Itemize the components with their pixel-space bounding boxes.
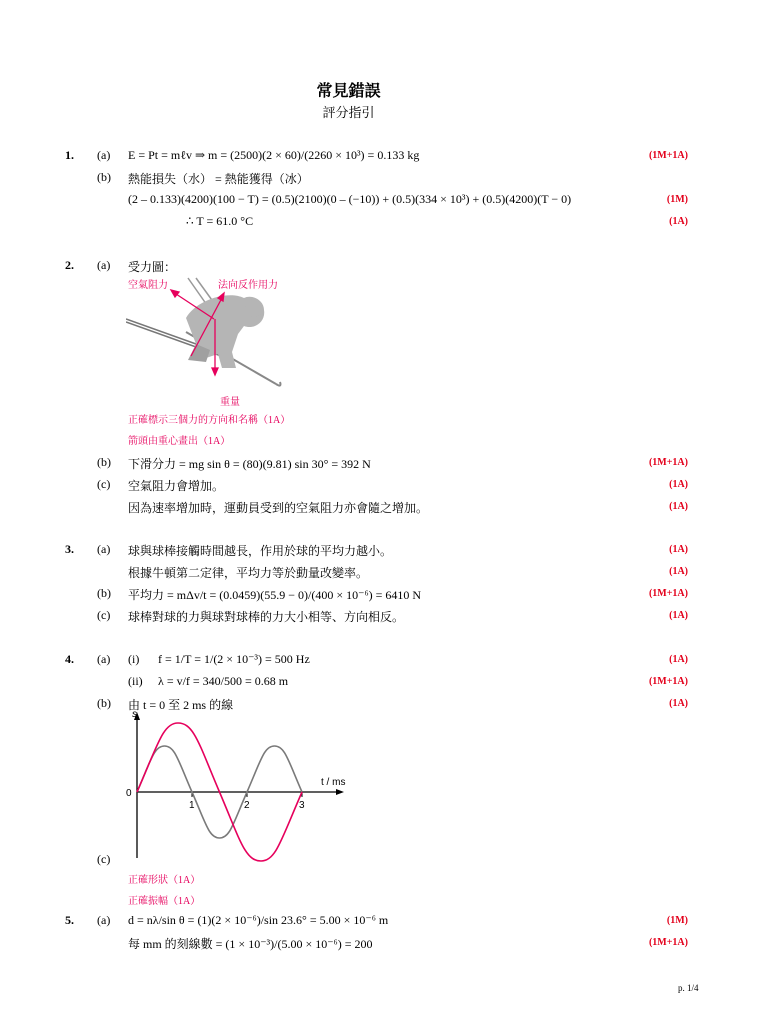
normal-reaction-label: 法向反作用力	[218, 280, 278, 291]
page-number: p. 1/4	[678, 983, 699, 993]
question-number: 3.	[65, 542, 74, 556]
part-label: (a)	[97, 652, 111, 666]
mark-allocation: (1A)	[669, 501, 688, 512]
y-axis-label: s	[132, 709, 137, 720]
marking-note: 正確振幅（1A）	[128, 896, 201, 907]
part-label: (a)	[97, 542, 111, 556]
answer-line: 受力圖：	[128, 260, 177, 274]
question-number: 2.	[65, 258, 74, 272]
subpart-label: (i)	[128, 652, 140, 666]
part-label: (b)	[97, 586, 111, 600]
mark-allocation: (1M+1A)	[648, 676, 688, 687]
mark-allocation: (1A)	[669, 654, 688, 665]
answer-line: 下滑分力 = mg sin θ = (80)(9.81) sin 30° = 392 N	[128, 457, 371, 471]
mark-allocation: (1A)	[669, 610, 688, 621]
mark-allocation: (1M)	[666, 915, 688, 926]
mark-allocation: (1A)	[669, 479, 688, 490]
question-number: 5.	[65, 913, 74, 927]
page-title: 常見錯誤	[316, 83, 381, 100]
weight-label: 重量	[220, 397, 240, 408]
tick-label: 1	[189, 800, 195, 811]
part-label: (b)	[97, 455, 111, 469]
answer-line: f = 1/T = 1/(2 × 10⁻³) = 500 Hz	[158, 652, 310, 666]
origin-label: 0	[126, 788, 132, 799]
mark-allocation: (1M)	[666, 194, 688, 205]
answer-line: (2 – 0.133)(4200)(100 − T) = (0.5)(2100)(0 – (−10)) + (0.5)(334 × 10³) + (0.5)(4200)(T − 0)	[128, 192, 572, 206]
subpart-label: (ii)	[128, 674, 143, 688]
answer-line: 空氣阻力會增加。	[128, 479, 225, 493]
x-axis-label: t / ms	[321, 777, 346, 788]
marking-note: 箭頭由重心畫出（1A）	[128, 436, 231, 447]
answer-line: E = Pt = mℓv ⇒ m = (2500)(2 × 60)/(2260 × 10³) = 0.133 kg	[128, 148, 420, 162]
answer-line: λ = v/f = 340/500 = 0.68 m	[158, 674, 289, 688]
answer-line: 因為速率增加時，運動員受到的空氣阻力亦會隨之增加。	[128, 501, 429, 515]
mark-allocation: (1A)	[669, 566, 688, 577]
part-label: (a)	[97, 913, 111, 927]
air-resistance-label: 空氣阻力	[128, 280, 168, 291]
mark-allocation: (1M+1A)	[648, 150, 688, 161]
tick-label: 3	[299, 800, 305, 811]
page-subtitle: 評分指引	[322, 105, 375, 120]
part-label: (a)	[97, 148, 111, 162]
mark-allocation: (1A)	[669, 698, 688, 709]
question-number: 4.	[65, 652, 74, 666]
answer-line: 根據牛頓第二定律，平均力等於動量改變率。	[128, 566, 369, 580]
answer-line: d = nλ/sin θ = (1)(2 × 10⁻⁶)/sin 23.6° = 5.00 × 10⁻⁶ m	[128, 913, 389, 927]
mark-allocation: (1M+1A)	[648, 457, 688, 468]
mark-allocation: (1M+1A)	[648, 588, 688, 599]
mark-allocation: (1A)	[669, 216, 688, 227]
part-label: (c)	[97, 852, 111, 866]
answer-line: 熱能損失（水） = 熱能獲得（冰）	[128, 172, 309, 186]
part-label: (c)	[97, 608, 111, 622]
part-label: (c)	[97, 477, 111, 491]
part-label: (b)	[97, 170, 111, 184]
answer-line: 球棒對球的力與球對球棒的力大小相等、方向相反。	[128, 610, 405, 624]
mark-allocation: (1M+1A)	[648, 937, 688, 948]
tick-label: 2	[244, 800, 250, 811]
answer-line: 平均力 = mΔv/t = (0.0459)(55.9 − 0)/(400 × 10⁻⁶) = 6410 N	[128, 588, 422, 602]
wave-graph	[118, 708, 358, 866]
mark-allocation: (1A)	[669, 544, 688, 555]
marking-note: 正確標示三個力的方向和名稱（1A）	[128, 415, 291, 426]
marking-note: 正確形狀（1A）	[128, 875, 201, 886]
answer-line: 由 t = 0 至 2 ms 的線	[128, 698, 234, 712]
part-label: (a)	[97, 258, 111, 272]
answer-line: ∴ T = 61.0 °C	[186, 214, 254, 228]
skier-force-diagram	[126, 274, 296, 408]
question-number: 1.	[65, 148, 74, 162]
answer-line: 每 mm 的刻線數 = (1 × 10⁻³)/(5.00 × 10⁻⁶) = 200	[128, 937, 373, 951]
part-label: (b)	[97, 696, 111, 710]
answer-line: 球與球棒接觸時間越長，作用於球的平均力越小。	[128, 544, 393, 558]
